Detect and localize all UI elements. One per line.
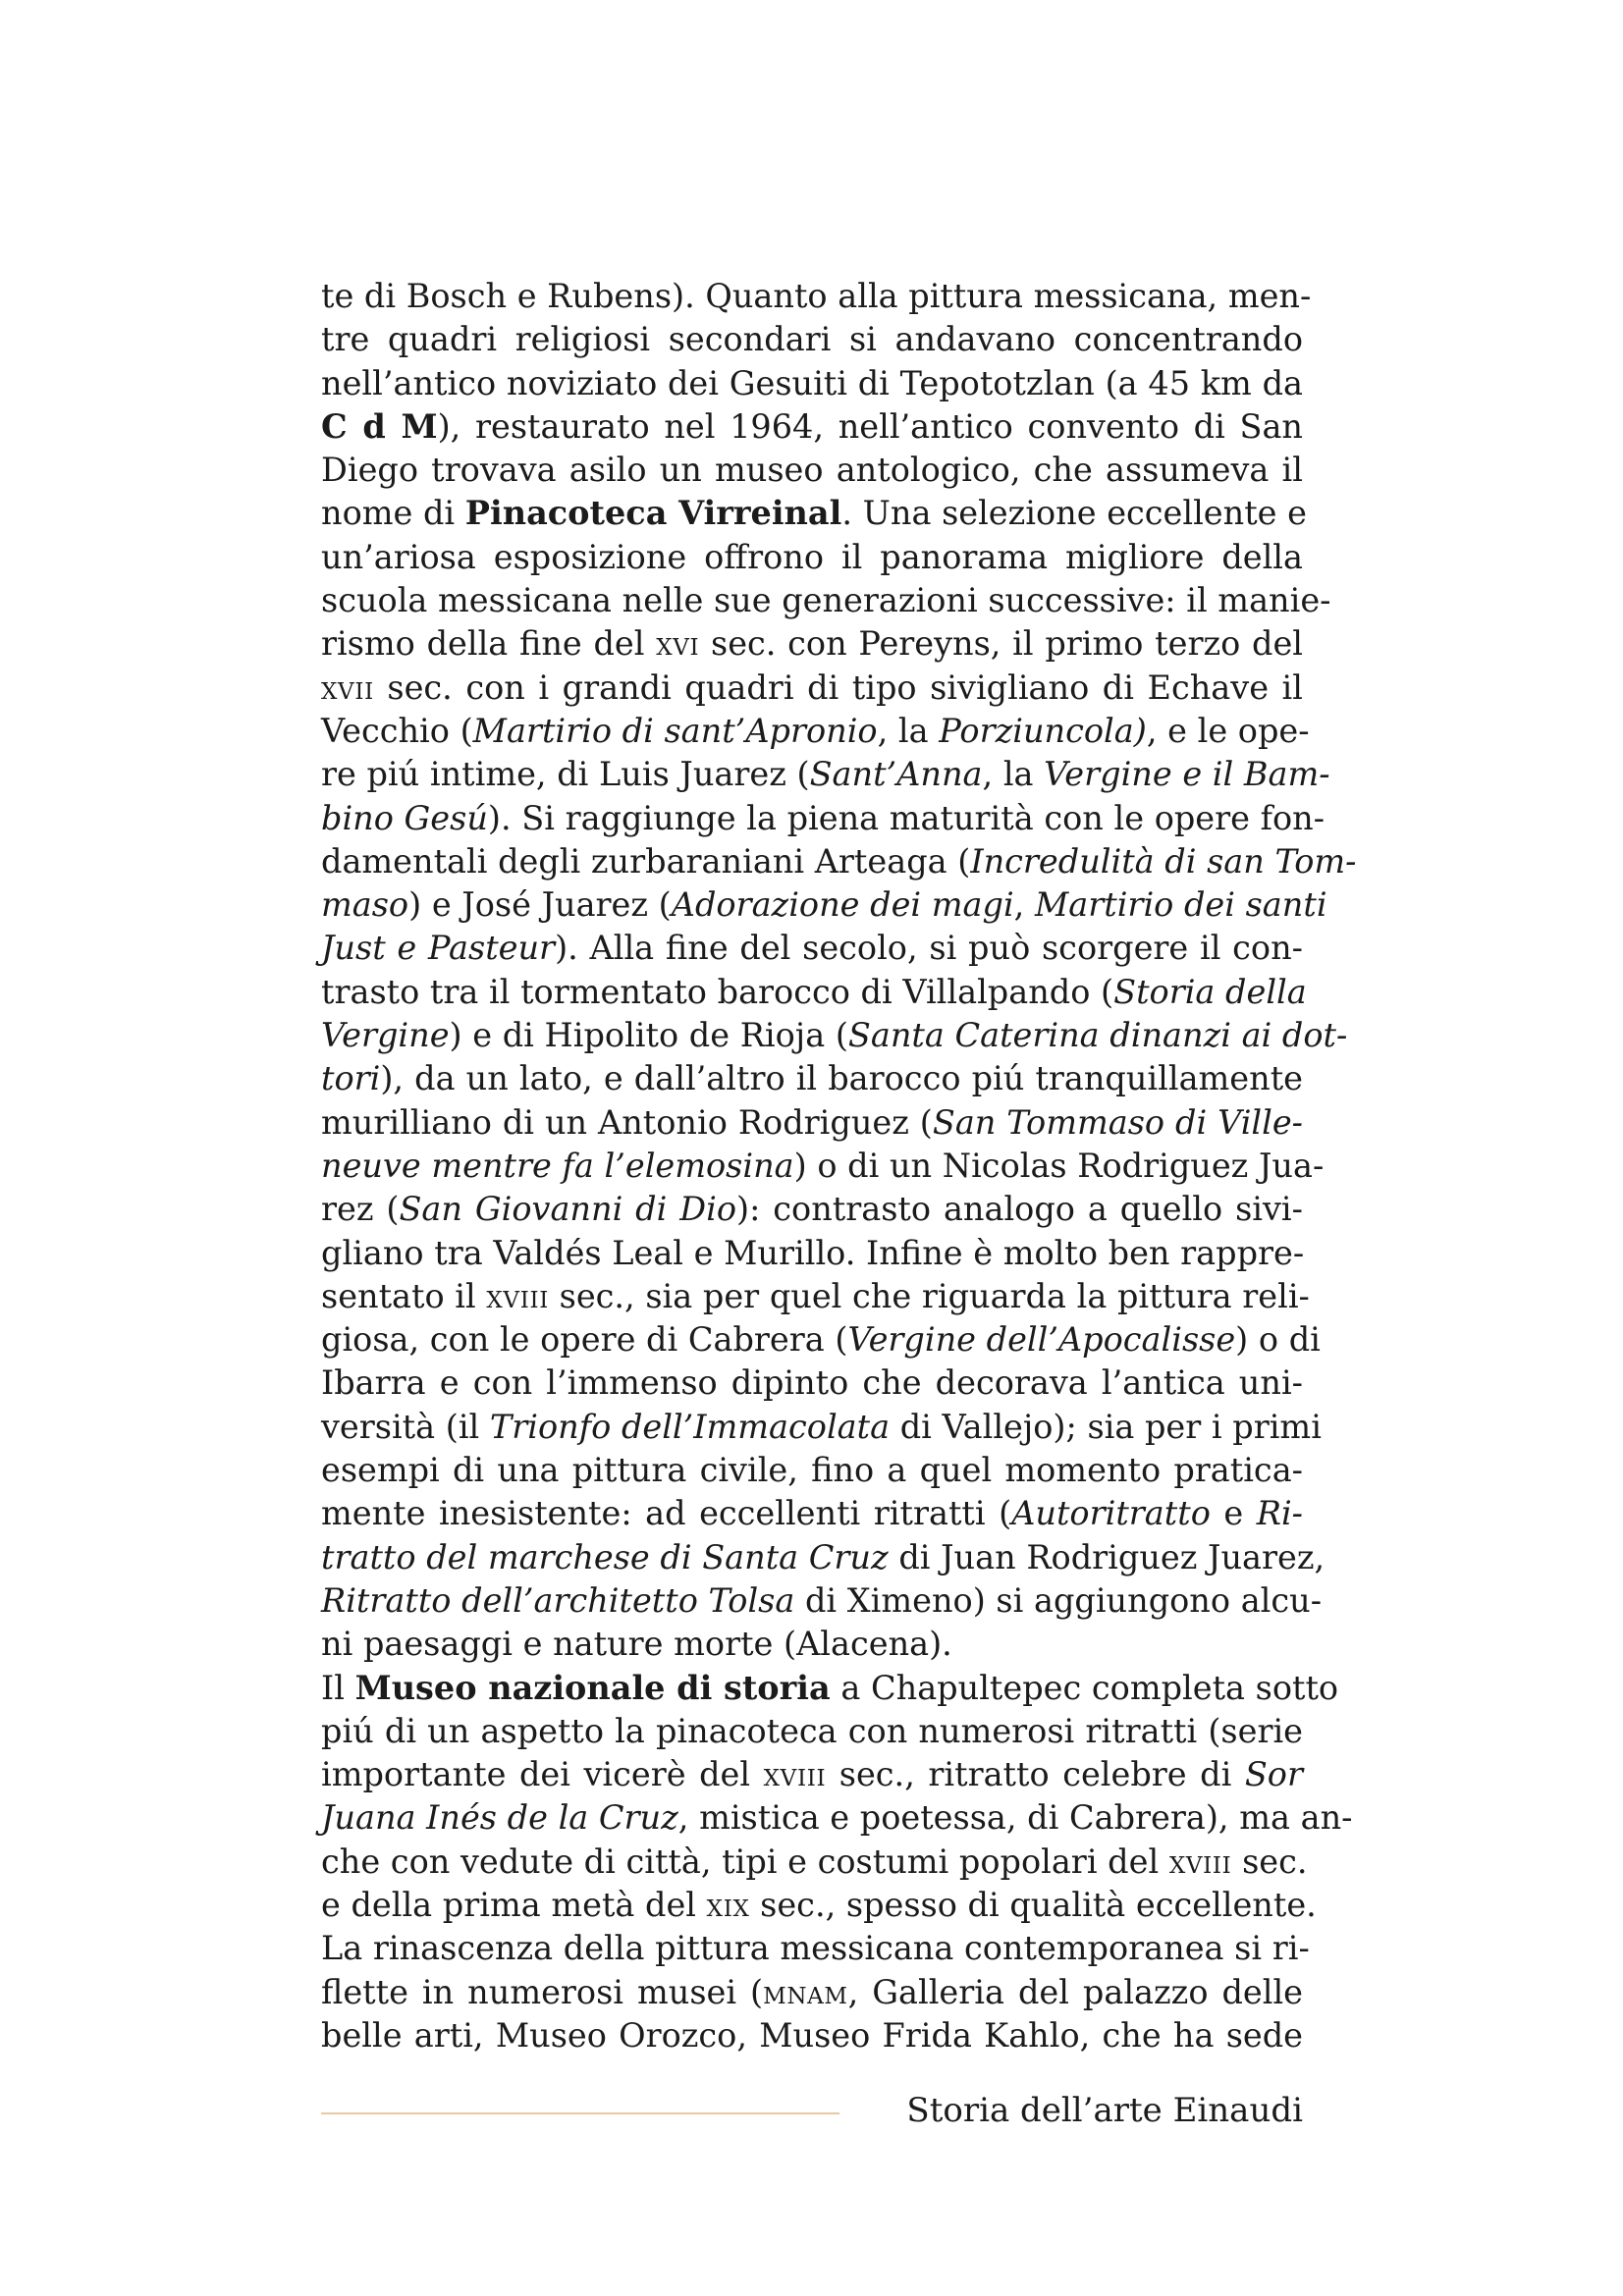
italic-title: Autoritratto bbox=[1011, 1494, 1211, 1533]
text-line bbox=[321, 971, 1307, 1014]
text-run: di Juan Rodriguez Juarez, bbox=[888, 1537, 1325, 1576]
text-line bbox=[321, 1188, 1303, 1231]
text-line bbox=[321, 318, 1303, 361]
text-line bbox=[321, 1971, 1303, 2014]
small-caps-term: xvi bbox=[656, 624, 700, 664]
text-run: ): contrasto analogo a quello sivi- bbox=[736, 1190, 1303, 1229]
text-run: sec. bbox=[1231, 1842, 1308, 1881]
text-line bbox=[321, 579, 1331, 622]
text-run: Diego trovava asilo un museo antologico, che assumeva il bbox=[321, 451, 1303, 490]
running-footer-title: Storia dell’arte Einaudi bbox=[906, 2091, 1303, 2130]
italic-title: bino Gesú bbox=[321, 798, 488, 837]
text-line bbox=[321, 1841, 1308, 1884]
text-line bbox=[321, 1362, 1303, 1405]
text-run: rismo della fine del bbox=[321, 624, 657, 664]
text-run: Il bbox=[321, 1668, 355, 1707]
text-run: scuola messicana nelle sue generazioni successive: il manie- bbox=[321, 581, 1331, 620]
text-run: ). Si raggiunge la piena maturità con le opere fon- bbox=[487, 798, 1325, 837]
text-line bbox=[321, 1884, 1317, 1927]
text-run: importante dei vicerè del bbox=[321, 1755, 764, 1794]
text-run: te di Bosch e Rubens). Quanto alla pittura messicana, men- bbox=[321, 277, 1312, 315]
text-line bbox=[321, 1927, 1310, 1970]
small-caps-term: xvii bbox=[321, 667, 374, 707]
italic-title: Trionfo dell’Immacolata bbox=[489, 1407, 891, 1446]
text-run: , e le ope- bbox=[1146, 711, 1310, 750]
text-run: tre quadri religiosi secondari si andavano concentrando bbox=[321, 320, 1303, 359]
text-run: , la bbox=[982, 755, 1045, 794]
italic-title: Vergine dell’Apocalisse bbox=[847, 1320, 1236, 1360]
italic-title: Juana Inés de la Cruz bbox=[321, 1798, 678, 1838]
text-line bbox=[321, 1101, 1303, 1145]
italic-title: Sor bbox=[1244, 1755, 1303, 1794]
text-line bbox=[321, 840, 1357, 883]
text-run: re piú intime, di Luis Juarez ( bbox=[321, 755, 810, 794]
text-line bbox=[321, 1536, 1325, 1579]
text-run: e bbox=[1210, 1494, 1257, 1533]
text-line bbox=[321, 1275, 1310, 1318]
text-run: ni paesaggi e nature morte (Alacena). bbox=[321, 1625, 952, 1664]
italic-title: tratto del marchese di Santa Cruz bbox=[321, 1537, 889, 1576]
text-line bbox=[321, 797, 1325, 840]
text-run: , la bbox=[877, 711, 940, 750]
text-line bbox=[321, 362, 1303, 405]
text-line bbox=[321, 1406, 1322, 1449]
italic-title: Martirio di sant’Apronio bbox=[472, 711, 878, 750]
text-line bbox=[321, 1318, 1321, 1362]
text-line bbox=[321, 1710, 1303, 1753]
italic-title: Santa Caterina dinanzi ai dot- bbox=[847, 1016, 1348, 1055]
text-line bbox=[321, 1579, 1323, 1623]
text-run: sec., ritratto celebre di bbox=[826, 1755, 1245, 1794]
text-line bbox=[321, 536, 1303, 579]
text-run: ) e José Juarez ( bbox=[408, 885, 672, 925]
text-line bbox=[321, 1623, 1303, 1666]
italic-title: Martirio dei santi bbox=[1034, 885, 1327, 925]
text-run: , mistica e poetessa, di Cabrera), ma an- bbox=[677, 1798, 1353, 1838]
text-line bbox=[321, 710, 1310, 753]
italic-title: Storia della bbox=[1113, 972, 1307, 1011]
bold-term: Pinacoteca Virreinal bbox=[464, 494, 842, 533]
text-line bbox=[321, 1796, 1353, 1840]
text-run: belle arti, Museo Orozco, Museo Frida Kahlo, che ha sede bbox=[321, 2015, 1303, 2055]
text-run: esempi di una pittura civile, fino a quel momento pratica- bbox=[321, 1451, 1303, 1490]
text-run: di Vallejo); sia per i primi bbox=[890, 1407, 1322, 1446]
text-run: . Una selezione eccellente e bbox=[841, 494, 1307, 533]
text-run: sec. con i grandi quadri di tipo sivigliano di Echave il bbox=[373, 667, 1303, 707]
text-run: gliano tra Valdés Leal e Murillo. Infine è molto ben rappre- bbox=[321, 1233, 1305, 1272]
text-run: damentali degli zurbaraniani Arteaga ( bbox=[321, 841, 971, 881]
text-run: versità (il bbox=[321, 1407, 490, 1446]
italic-title: neuve mentre fa l’elemosina bbox=[321, 1146, 794, 1185]
italic-title: Just e Pasteur bbox=[321, 929, 556, 968]
italic-title: Sant’Anna bbox=[809, 755, 983, 794]
text-run: rez ( bbox=[321, 1190, 400, 1229]
footer-divider bbox=[321, 2112, 839, 2114]
text-line bbox=[321, 1667, 1339, 1710]
italic-title: tori bbox=[321, 1059, 381, 1098]
text-run: nome di bbox=[321, 494, 465, 533]
text-line bbox=[321, 1492, 1303, 1535]
small-caps-term: xviii bbox=[486, 1276, 549, 1315]
text-run: Vecchio ( bbox=[321, 711, 473, 750]
italic-title: Vergine e il Bam- bbox=[1044, 755, 1330, 794]
text-run: ). Alla fine del secolo, si può scorgere il con- bbox=[555, 929, 1304, 968]
text-line bbox=[321, 667, 1303, 710]
italic-title: San Giovanni di Dio bbox=[399, 1190, 736, 1229]
text-run: di Ximeno) si aggiungono alcu- bbox=[794, 1580, 1323, 1620]
text-run: che con vedute di città, tipi e costumi popolari del bbox=[321, 1842, 1169, 1881]
text-line bbox=[321, 1753, 1303, 1796]
italic-title: San Tommaso di Ville- bbox=[932, 1102, 1303, 1142]
text-run: sec., spesso di qualità eccellente. bbox=[749, 1885, 1317, 1924]
text-run: giosa, con le opere di Cabrera ( bbox=[321, 1320, 848, 1360]
text-line bbox=[321, 405, 1303, 449]
text-run: piú di un aspetto la pinacoteca con numerosi ritratti (serie bbox=[321, 1711, 1303, 1750]
text-line bbox=[321, 1232, 1303, 1275]
text-line bbox=[321, 1057, 1303, 1100]
text-run: sec. con Pereyns, il primo terzo del bbox=[699, 624, 1304, 664]
text-line bbox=[321, 2014, 1303, 2057]
text-line bbox=[321, 1449, 1303, 1492]
small-caps-term: xix bbox=[706, 1885, 750, 1924]
italic-title: Ritratto dell’architetto Tolsa bbox=[321, 1580, 795, 1620]
text-line bbox=[321, 927, 1303, 970]
text-run: , Galleria del palazzo delle bbox=[847, 1972, 1303, 2011]
text-line bbox=[321, 1145, 1325, 1188]
bold-term: C d M bbox=[321, 406, 438, 446]
text-line bbox=[321, 753, 1330, 796]
small-caps-term: mnam bbox=[763, 1972, 848, 2011]
text-run: un’ariosa esposizione offrono il panorama migliore della bbox=[321, 537, 1303, 576]
bold-term: Museo nazionale di storia bbox=[354, 1668, 831, 1707]
text-run: nell’antico noviziato dei Gesuiti di Tepototzlan (a 45 km da bbox=[321, 363, 1303, 402]
text-line bbox=[321, 883, 1327, 927]
body-text bbox=[321, 275, 1357, 2057]
italic-title: maso bbox=[321, 885, 409, 925]
text-line bbox=[321, 449, 1303, 492]
small-caps-term: xviii bbox=[763, 1755, 827, 1794]
small-caps-term: xviii bbox=[1168, 1842, 1232, 1881]
text-run: sec., sia per quel che riguarda la pittura reli- bbox=[548, 1276, 1310, 1315]
italic-title: Ri- bbox=[1256, 1494, 1304, 1533]
text-run: flette in numerosi musei ( bbox=[321, 1972, 764, 2011]
text-run: trasto tra il tormentato barocco di Villalpando ( bbox=[321, 972, 1114, 1011]
text-run: Ibarra e con l’immenso dipinto che decorava l’antica uni- bbox=[321, 1363, 1303, 1403]
text-line bbox=[321, 622, 1303, 666]
text-run: ), restaurato nel 1964, nell’antico convento di San bbox=[437, 406, 1304, 446]
italic-title: Vergine bbox=[321, 1016, 450, 1055]
text-run: sentato il bbox=[321, 1276, 487, 1315]
text-line bbox=[321, 492, 1307, 535]
text-line bbox=[321, 275, 1312, 318]
text-line bbox=[321, 1014, 1348, 1057]
text-run: murilliano di un Antonio Rodriguez ( bbox=[321, 1102, 933, 1142]
italic-title: Adorazione dei magi bbox=[671, 885, 1014, 925]
text-run: ) e di Hipolito de Rioja ( bbox=[449, 1016, 848, 1055]
text-run: , bbox=[1013, 885, 1035, 925]
text-run: ), da un lato, e dall’altro il barocco piú tranquillamente bbox=[380, 1059, 1303, 1098]
text-run: mente inesistente: ad eccellenti ritratti ( bbox=[321, 1494, 1012, 1533]
text-run: La rinascenza della pittura messicana contemporanea si ri- bbox=[321, 1929, 1310, 1968]
text-run: a Chapultepec completa sotto bbox=[830, 1668, 1339, 1707]
italic-title: Incredulità di san Tom- bbox=[970, 841, 1357, 881]
text-run: ) o di un Nicolas Rodriguez Jua- bbox=[793, 1146, 1325, 1185]
text-run: e della prima metà del bbox=[321, 1885, 707, 1924]
italic-title: Porziuncola) bbox=[939, 711, 1147, 750]
text-run: ) o di bbox=[1235, 1320, 1321, 1360]
